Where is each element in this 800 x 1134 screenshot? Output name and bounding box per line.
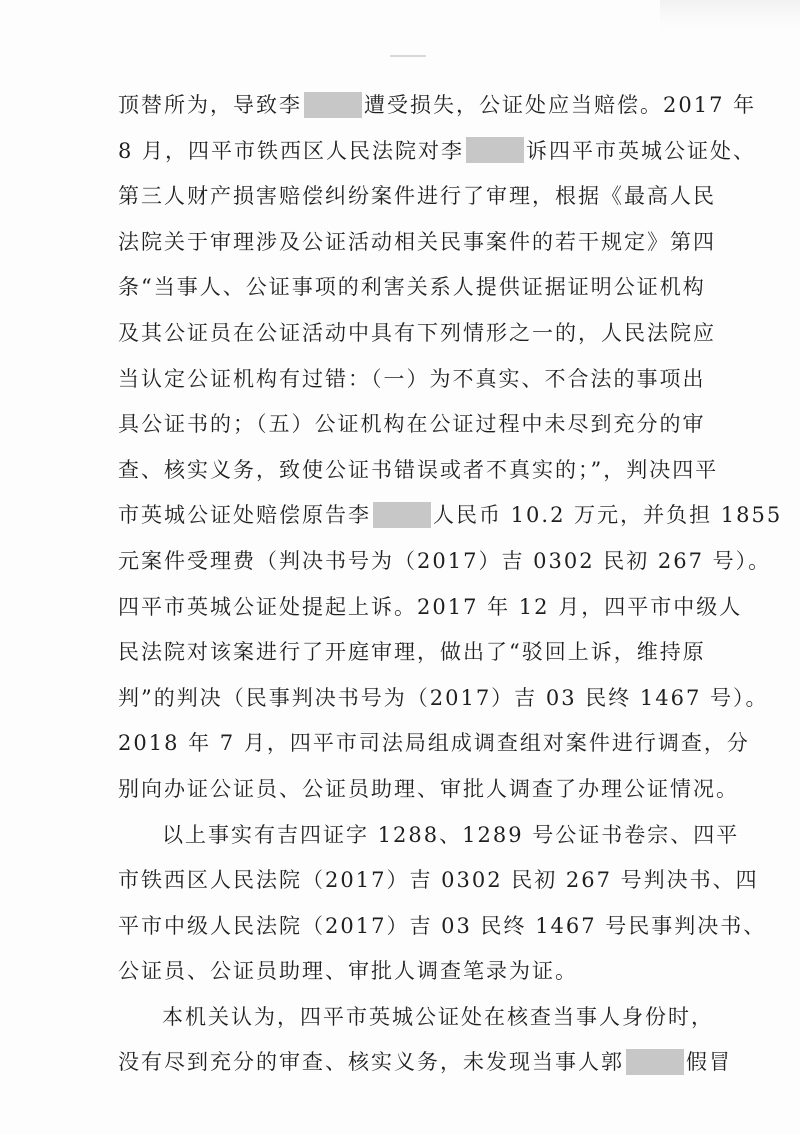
redaction-block xyxy=(304,92,362,118)
text-line: 四平市英城公证处提起上诉。2017 年 12 月，四平市中级人 xyxy=(118,594,743,619)
page-top-mark xyxy=(390,55,426,57)
text-line: 元案件受理费（判决书号为（2017）吉 0302 民初 267 号）。 xyxy=(118,548,772,573)
redaction-block xyxy=(373,502,431,528)
text-line: 本机关认为，四平市英城公证处在核查当事人身份时， xyxy=(162,1004,714,1029)
text-line: 条“当事人、公证事项的利害关系人提供证据证明公证机构 xyxy=(118,275,706,300)
text-line: 顶替所为，导致李 遭受损失，公证处应当赔偿。2017 年 xyxy=(118,93,757,117)
body-text xyxy=(118,83,783,1086)
text-line: 别向办证公证员、公证员助理、审批人调查了办理公证情况。 xyxy=(118,776,739,801)
text-line: 具公证书的；（五）公证机构在公证过程中未尽到充分的审 xyxy=(118,412,706,437)
text-line: 法院关于审理涉及公证活动相关民事案件的若干规定》第四 xyxy=(118,229,716,254)
text-line: 判”的判决（民事判决书号为（2017）吉 03 民终 1467 号）。 xyxy=(118,685,769,710)
text-line: 第三人财产损害赔偿纠纷案件进行了审理，根据《最高人民 xyxy=(118,184,716,209)
text-line: 以上事实有吉四证字 1288、1289 号公证书卷宗、四平 xyxy=(162,822,740,847)
redaction-block xyxy=(626,1049,684,1075)
text-line: 市英城公证处赔偿原告李 人民币 10.2 万元，并负担 1855 xyxy=(118,503,783,528)
text-line: 当认定公证机构有过错：（一）为不真实、不合法的事项出 xyxy=(118,366,706,391)
scan-edge-shading xyxy=(660,0,800,30)
text-line: 及其公证员在公证活动中具有下列情形之一的，人民法院应 xyxy=(118,320,716,345)
text-line: 查、核实义务，致使公证书错误或者不真实的；”，判决四平 xyxy=(118,457,719,482)
text-line: 市铁西区人民法院（2017）吉 0302 民初 267 号判决书、四 xyxy=(118,868,759,893)
redaction-block xyxy=(466,137,524,163)
text-line: 没有尽到充分的审查、核实义务，未发现当事人郭 假冒 xyxy=(118,1050,732,1075)
text-line: 2018 年 7 月，四平市司法局组成调查组对案件进行调查，分 xyxy=(118,731,750,756)
text-line: 8 月，四平市铁西区人民法院对李 诉四平市英城公证处、 xyxy=(118,138,757,163)
text-line: 平市中级人民法院（2017）吉 03 民终 1467 号民事判决书、 xyxy=(118,913,767,938)
text-line: 公证员、公证员助理、审批人调查笔录为证。 xyxy=(118,959,578,984)
text-line: 民法院对该案进行了开庭审理，做出了“驳回上诉，维持原 xyxy=(118,640,706,665)
